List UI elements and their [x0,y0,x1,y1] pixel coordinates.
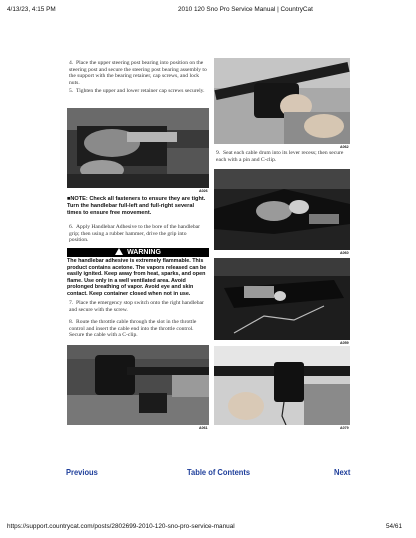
figure-label: A079 [340,426,349,430]
step-number: 4. [69,60,74,66]
figure-photo-brake-lever [214,258,350,340]
step-8 [69,319,207,339]
step-text: Tighten the upper and lower retainer cap screws securely. [76,88,205,94]
step-number: 7. [69,300,74,306]
figure-label: A061 [199,426,208,430]
step-9 [216,150,350,163]
step-4 [69,60,207,86]
print-page-title: 2010 120 Sno Pro Service Manual | CountryCat [178,6,313,13]
warning-title: WARNING [127,249,161,256]
figure-label: A059 [340,341,349,345]
figure-label: A026 [199,189,208,193]
step-number: 9. [216,150,221,156]
figure-photo-throttle-control [67,345,209,425]
figure-photo-handlebar-grip [214,346,350,425]
step-text: Apply Handlebar Adhesive to the bore of the handlebar grip; then using a rubber hammer, drive the grip into position. [69,224,200,244]
step-number: 8. [69,319,74,325]
warning-header [67,248,209,257]
figure-photo-cable-lever [214,58,350,144]
next-link[interactable]: Next [334,467,351,477]
warning-text: The handlebar adhesive is extremely flammable. This product contains acetone. The vapors released can be easily ignited. Keep away from heat, sparks, and open flame. Use only in a well ventilated area. Avoid prolonged breathing of vapor. Avoid eye and skin contact. Keep container closed when not in use. [67,258,207,297]
figure-photo-steering-post [67,108,209,188]
step-6 [69,224,207,244]
step-text: Route the throttle cable through the slot in the throttle control and insert the cable end into the throttle control. Secure the cable with a C-clip. [69,319,197,339]
note-block [67,196,209,216]
step-5 [69,88,207,95]
print-url: https://support.countrycat.com/posts/2802699-2010-120-sno-pro-service-manual [7,523,235,530]
print-datetime: 4/13/23, 4:15 PM [7,6,56,13]
figure-label: A062 [340,145,349,149]
step-text: Place the emergency stop switch onto the right handlebar and secure with the screw. [69,300,204,313]
step-text: Place the upper steering post bearing into position on the steering post and secure the steering post bearing assembly to the support with the bearing retainer, cap screws, and lock nuts. [69,60,207,86]
note-label: ■NOTE: [67,196,88,202]
previous-link[interactable]: Previous [66,467,98,477]
figure-photo-cable-drum [214,169,350,250]
print-page-number: 54/61 [386,523,402,530]
table-of-contents-link[interactable]: Table of Contents [187,467,251,477]
step-text: Seat each cable drum into its lever recess; then secure each with a pin and C-clip. [216,150,344,163]
step-7 [69,300,207,313]
figure-label: A060 [340,251,349,255]
note-text: Check all fasteners to ensure they are tight. Turn the handlebar full-left and full-right several times to ensure free movement. [67,196,206,216]
warning-triangle-icon [115,248,123,255]
step-number: 6. [69,224,74,230]
step-number: 5. [69,88,74,94]
